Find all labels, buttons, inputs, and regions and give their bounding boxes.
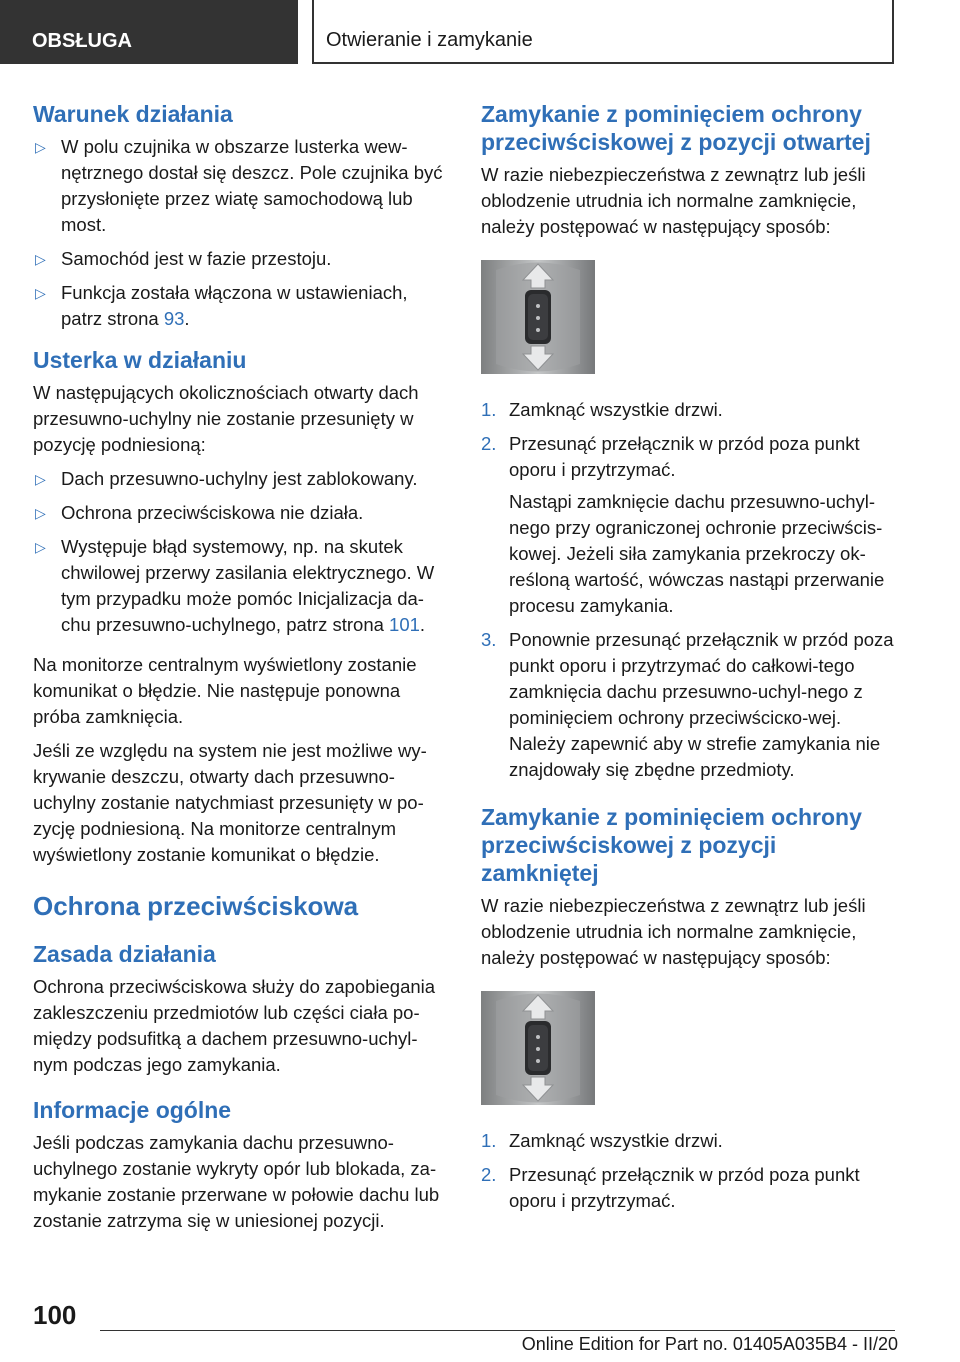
list-item: ▷ Ochrona przeciwściskowa nie działa.: [33, 500, 448, 526]
list-item: ▷ Występuje błąd systemowy, np. na skutek chwilowej przerwy zasilania elektrycznego. W tym przypadku może pomóc Inicjalizacja da-chu przesuwno-uchylnego, patrz strona 101.: [35, 536, 435, 635]
heading-zamknietej: Zamykanie z pominięciem ochrony przeciwściskowej z pozycji zamkniętej: [481, 804, 862, 886]
list-item: 3. Ponownie przesunąć przełącznik w przód poza punkt oporu i przytrzymać do całkowi-tego zamknięcia dachu przesuwno-uchyl-nego z pominięciem ochrony przeciwściско-wej. Należy zapewnić aby w strefie zamykania nie znajdowały się zbędne przedmioty.: [481, 629, 894, 780]
roof-switch-image: [481, 260, 595, 374]
triangle-bullet-icon: ▷: [35, 505, 46, 521]
section-tab: OBSŁUGA: [0, 0, 298, 64]
chapter-title: Otwieranie i zamykanie: [312, 0, 894, 64]
heading-ochrona: Ochrona przeciwściskowa: [33, 891, 359, 921]
zamknietej-intro: W razie niebezpieczeństwa z zewnątrz lub jeśli oblodzenie utrudnia ich normalne zamknięcie, należy postępować w następujący sposób:: [481, 895, 866, 968]
usterka-intro: W następujących okolicznościach otwarty dach przesuwno-uchylny nie zostanie przesunięty w pozycję podniesioną:: [33, 382, 419, 455]
warunek-bullets: [33, 134, 448, 332]
page-link-101[interactable]: 101: [389, 614, 420, 635]
zamknietej-steps: [481, 1128, 896, 1214]
left-column: [33, 100, 448, 1242]
heading-usterka: Usterka w działaniu: [33, 347, 247, 373]
triangle-bullet-icon: ▷: [35, 539, 46, 555]
heading-warunek: Warunek działania: [33, 101, 233, 127]
usterka-bullets: [33, 466, 448, 638]
usterka-paragraph-2: Jeśli ze względu na system nie jest możliwe wy-krywanie deszczu, otwarty dach przesuwno-uchylny zostanie natychmiast przesunięty w po-zycję podniesioną. Na monitorze centralnym wyświetlony zostanie komunikat o błędzie.: [33, 740, 427, 865]
informacje-paragraph: Jeśli podczas zamykania dachu przesuwno-uchylnego zostanie wykryty opór lub blokada, za-mykanie zostanie przerwane w połowie dachu lub zostanie zatrzyma się w uniesionej pozycji.: [33, 1132, 440, 1231]
otwartej-intro: W razie niebezpieczeństwa z zewnątrz lub jeśli oblodzenie utrudnia ich normalne zamknięcie, należy postępować w następujący sposób:: [481, 164, 866, 237]
list-item: 1. Zamknąć wszystkie drzwi.: [481, 399, 723, 420]
heading-zasada: Zasada działania: [33, 941, 216, 967]
triangle-bullet-icon: ▷: [35, 251, 46, 267]
zasada-paragraph: Ochrona przeciwściskowa służy do zapobiegania zakleszczeniu przedmiotów lub części ciała po-między podsufitką a dachem przesuwno-uchyl-nym podczas jego zamykania.: [33, 976, 436, 1075]
page-header: [0, 0, 960, 64]
page-number: 100: [33, 1300, 77, 1330]
list-item: 1. Zamknąć wszystkie drzwi.: [481, 1130, 723, 1151]
heading-informacje: Informacje ogólne: [33, 1097, 232, 1123]
page-link-93[interactable]: 93: [163, 308, 185, 329]
right-column: [481, 100, 896, 1230]
triangle-bullet-icon: ▷: [35, 285, 46, 301]
otwartej-steps: [481, 397, 896, 783]
edition-text: Online Edition for Part no. 01405A035B4 - II/20: [521, 1334, 898, 1354]
list-item: 2. Przesunąć przełącznik w przód poza punkt oporu i przytrzymać.: [481, 1164, 860, 1211]
triangle-bullet-icon: ▷: [35, 139, 46, 155]
list-item: ▷ W polu czujnika w obszarze lusterka wew-nętrznego dostał się deszcz. Pole czujnika być przysłonięte przez wiatę samochodową lub most.: [35, 136, 443, 235]
list-item: ▷ Dach przesuwno-uchylny jest zablokowany.: [33, 466, 448, 492]
list-item: ▷ Funkcja została włączona w ustawieniach, patrz strona 93.: [35, 282, 408, 329]
footer-divider: [100, 1330, 895, 1331]
list-item: 2. Przesunąć przełącznik w przód poza punkt oporu i przytrzymać. Nastąpi zamknięcie dachu przesuwno-uchyl-nego przy ograniczonej ochronie przeciwścis-kowej. Jeżeli siła zamykania przekroczy ok-reśloną wartość, wówczas nastąpi przerwanie procesu zamykania.: [481, 433, 885, 616]
list-item: ▷ Samochód jest w fazie przestoju.: [33, 246, 448, 272]
triangle-bullet-icon: ▷: [35, 471, 46, 487]
heading-otwartej: Zamykanie z pominięciem ochrony przeciwściskowej z pozycji otwartej: [481, 101, 871, 155]
roof-switch-image: [481, 991, 595, 1105]
usterka-paragraph-1: Na monitorze centralnym wyświetlony zostanie komunikat o błędzie. Nie następuje ponowna próba zamknięcia.: [33, 654, 417, 727]
